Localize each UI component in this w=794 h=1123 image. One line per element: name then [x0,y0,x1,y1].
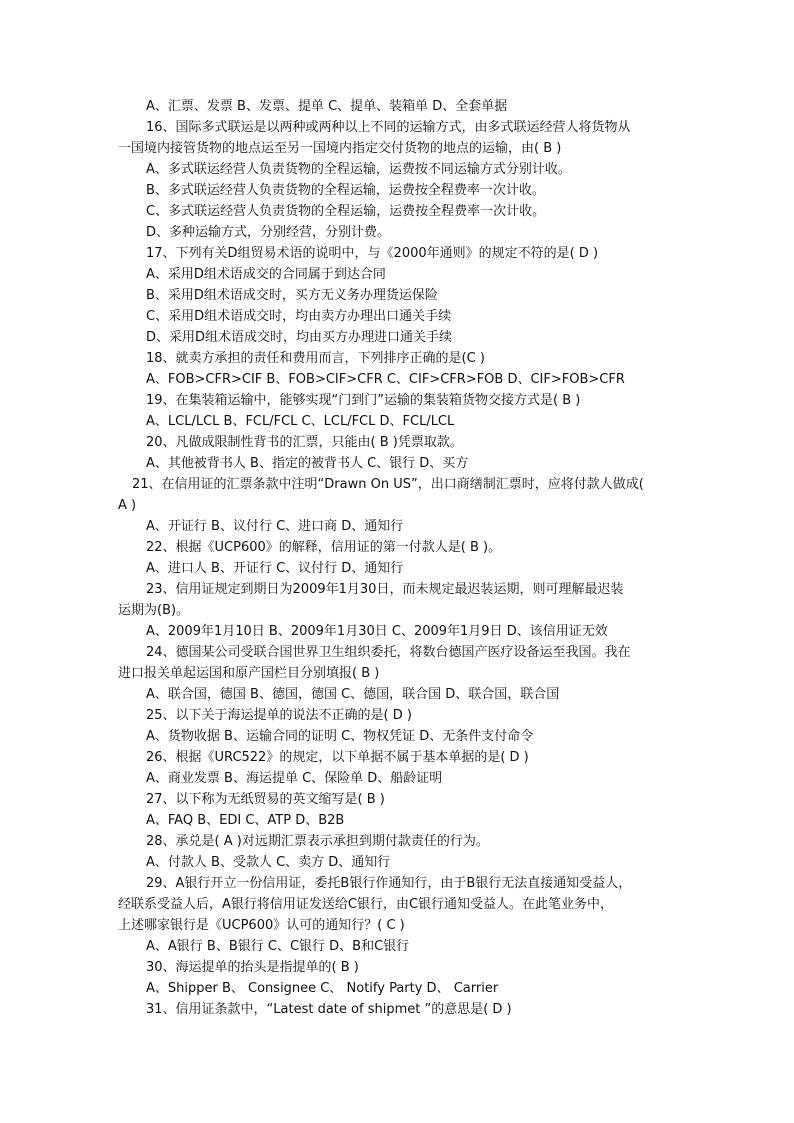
text-line: A、2009年1月10日 B、2009年1月30日 C、2009年1月9日 D、该信用证无效 [146,624,608,639]
text-line: 26、根据《URC522》的规定，以下单据不属于基本单据的是( D ) [146,750,529,765]
text-line: 上述哪家银行是《UCP600》认可的通知行？( C ) [118,918,405,933]
text-line: 经联系受益人后，A银行将信用证发送给C银行，由C银行通知受益人。在此笔业务中， [118,897,614,912]
text-line: 16、国际多式联运是以两种或两种以上不同的运输方式，由多式联运经营人将货物从 [146,120,631,135]
text-line: 22、根据《UCP600》的解释，信用证的第一付款人是( B )。 [146,540,502,555]
text-line: 20、凡做成限制性背书的汇票，只能由( B )凭票取款。 [146,435,463,450]
text-line: A、联合国，德国 B、德国，德国 C、德国，联合国 D、联合国，联合国 [146,687,560,702]
text-line: A、开证行 B、议付行 C、进口商 D、通知行 [146,519,404,534]
text-line: A、多式联运经营人负责货物的全程运输，运费按不同运输方式分别计收。 [146,162,571,177]
text-line: 18、就卖方承担的责任和费用而言，下列排序正确的是(C ) [146,351,485,366]
text-line: 28、承兑是( A )对远期汇票表示承担到期付款责任的行为。 [146,834,489,849]
text-line: 29、A银行开立一份信用证，委托B银行作通知行，由于B银行无法直接通知受益人， [146,876,632,891]
text-line: 27、以下称为无纸贸易的英文缩写是( B ) [146,792,385,807]
text-line: 25、以下关于海运提单的说法不正确的是( D ) [146,708,412,723]
text-line: D、多种运输方式，分别经营，分别计费。 [146,225,391,240]
text-line: A、A银行 B、B银行 C、C银行 D、B和C银行 [146,939,410,954]
text-line: 运期为(B)。 [118,603,190,618]
text-line: A ) [118,498,137,513]
text-line: A、进口人 B、开证行 C、议付行 D、通知行 [146,561,404,576]
text-line: A、采用D组术语成交的合同属于到达合同 [146,267,386,282]
text-line: 19、在集装箱运输中，能够实现“门到门”运输的集装箱货物交接方式是( B ) [146,393,581,408]
text-line: A、LCL/LCL B、FCL/FCL C、LCL/FCL D、FCL/LCL [146,414,455,429]
text-line: 31、信用证条款中，“Latest date of shipmet ”的意思是( D ) [146,1002,512,1017]
text-line: 17、下列有关D组贸易术语的说明中，与《2000年通则》的规定不符的是( D ) [146,246,599,261]
text-line: 23、信用证规定到期日为2009年1月30日，而未规定最迟装运期，则可理解最迟装 [146,582,624,597]
text-line: C、采用D组术语成交时，均由卖方办理出口通关手续 [146,309,452,324]
text-line: A、货物收据 B、运输合同的证明 C、物权凭证 D、无条件支付命令 [146,729,534,744]
text-line: A、其他被背书人 B、指定的被背书人 C、银行 D、买方 [146,456,469,471]
text-line: B、采用D组术语成交时，买方无义务办理货运保险 [146,288,438,303]
text-line: 一国境内接管货物的地点运至另一国境内指定交付货物的地点的运输，由( B ) [118,141,562,156]
text-line: B、多式联运经营人负责货物的全程运输，运费按全程费率一次计收。 [146,183,545,198]
text-line: A、付款人 B、受款人 C、卖方 D、通知行 [146,855,391,870]
text-line: A、汇票、发票 B、发票、提单 C、提单、装箱单 D、全套单据 [146,99,508,114]
text-line: 21、在信用证的汇票条款中注明“Drawn On US”，出口商缮制汇票时，应将付款人做成( [132,477,644,492]
text-line: A、FOB>CFR>CIF B、FOB>CIF>CFR C、CIF>CFR>FOB D、CIF>FOB>CFR [146,372,625,387]
text-line: A、商业发票 B、海运提单 C、保险单 D、船龄证明 [146,771,443,786]
text-line: 24、德国某公司受联合国世界卫生组织委托，将数台德国产医疗设备运至我国。我在 [146,645,631,660]
text-line: 30、海运提单的抬头是指提单的( B ) [146,960,359,975]
text-line: C、多式联运经营人负责货物的全程运输，运费按全程费率一次计收。 [146,204,546,219]
text-line: 进口报关单起运国和原产国栏目分别填报( B ) [118,666,380,681]
text-line: A、Shipper B、 Consignee C、 Notify Party D、 Carrier [146,981,499,996]
text-line: A、FAQ B、EDI C、ATP D、B2B [146,813,345,828]
text-line: D、采用D组术语成交时，均由买方办理进口通关手续 [146,330,453,345]
